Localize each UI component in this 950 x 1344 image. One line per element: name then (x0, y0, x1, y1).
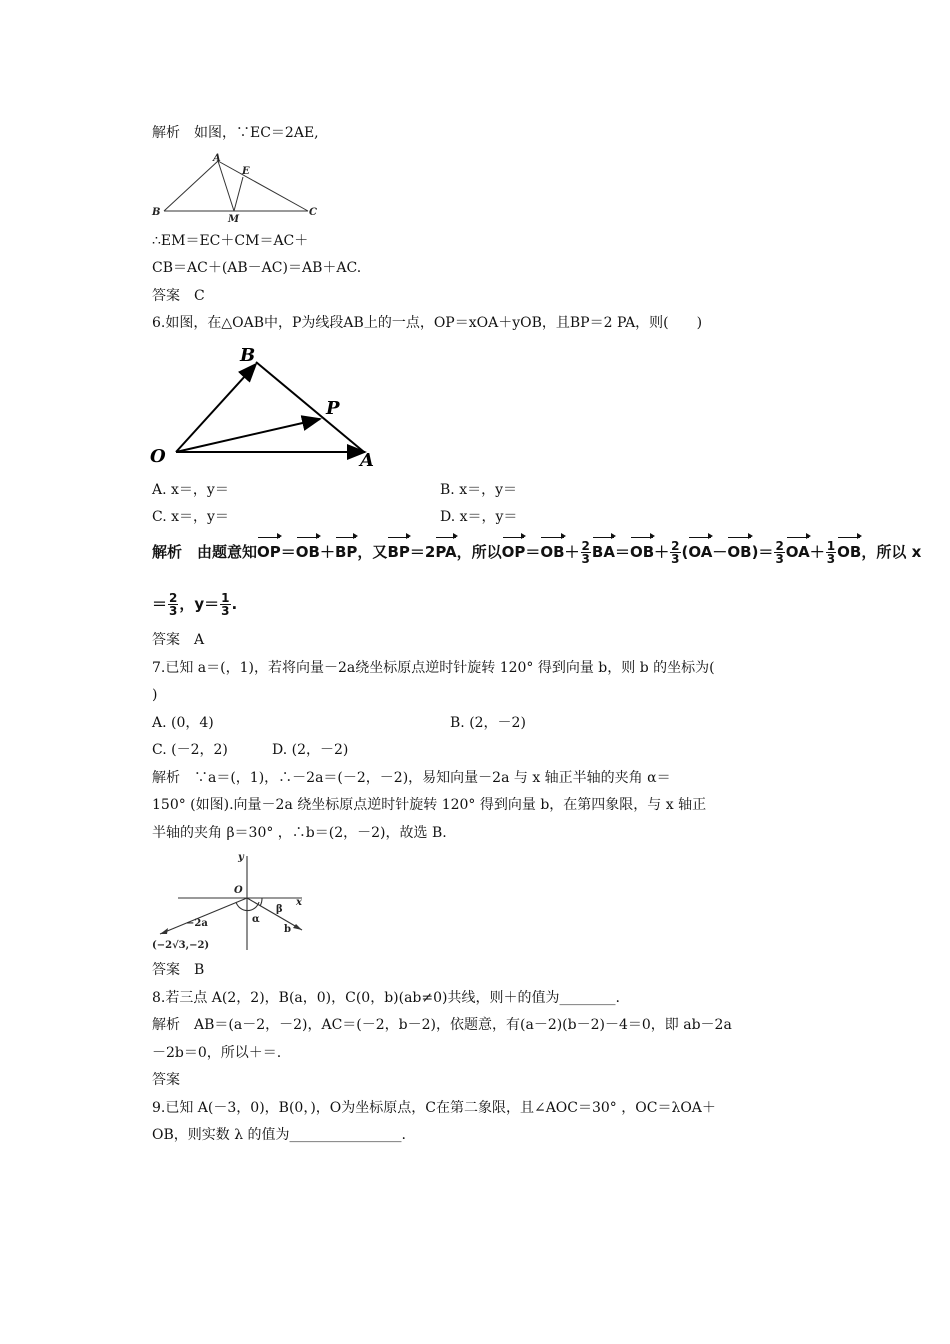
q5-label-a: A (213, 153, 221, 164)
q6-label-o: O (150, 446, 166, 467)
q8-analysis-line2: －2b＝0，所以＋＝. (152, 1045, 282, 1061)
q7-option-d: D. (2，－2) (272, 742, 349, 758)
q7-label-y: y (238, 852, 244, 863)
q7-option-c: C. (－2，2) (152, 742, 228, 758)
q5-label-b: B (152, 207, 161, 218)
q6-option-a: A. x＝，y＝ (152, 482, 229, 498)
q6-segment-ba (256, 362, 364, 452)
q7-analysis-line1: 解析 ∵a＝(，1)，∴－2a＝(－2，－2)，易知向量－2a 与 x 轴正半轴的夹角 α＝ (152, 770, 671, 786)
q7-analysis-line2: 150° (如图).向量－2a 绕坐标原点逆时针旋转 120° 得到向量 b，在第四象限，与 x 轴正 (152, 797, 707, 813)
q6-label-a: A (360, 450, 374, 471)
q6-option-c: C. x＝，y＝ (152, 509, 229, 525)
q6-option-b: B. x＝，y＝ (440, 482, 517, 498)
q5-label-m: M (228, 214, 240, 225)
q8-stem: 8.若三点 A(2，2)，B(a，0)，C(0，b)(ab≠0)共线，则＋的值为________. (152, 990, 620, 1006)
q7-axes-figure (150, 848, 310, 953)
q7-label-beta: β (276, 904, 283, 915)
q7-label-neg2a: −2a (186, 918, 208, 929)
q7-stem-line2: ) (152, 687, 158, 703)
q7-label-b: b (284, 924, 291, 935)
q6-option-d: D. x＝，y＝ (440, 509, 518, 525)
q7-answer: 答案 B (152, 962, 205, 978)
q7-option-a: A. (0，4) (152, 715, 214, 731)
q7-stem-line1: 7.已知 a＝(，1)，若将向量－2a绕坐标原点逆时针旋转 120° 得到向量 b，则 b 的坐标为( (152, 660, 715, 676)
q7-label-alpha: α (252, 914, 260, 925)
q7-label-x: x (296, 897, 302, 908)
q7-angle-beta-arc (260, 898, 262, 906)
q6-stem: 6.如图，在△OAB中，P为线段AB上的一点，OP＝xOA＋yOB，且BP＝2 PA，则( ) (152, 315, 703, 331)
q7-label-point: (−2√3,−2) (152, 940, 210, 951)
q5-label-c: C (309, 207, 317, 218)
q6-analysis-line2: ＝ $\frac{2}{3}$ ，y＝ $\frac{1}{3}$ . (152, 591, 238, 618)
q9-stem-line1: 9.已知 A(－3，0)，B(0，)，O为坐标原点，C在第二象限，且∠AOC＝30° ，OC＝λOA＋ (152, 1100, 716, 1116)
q6-answer: 答案 A (152, 632, 205, 648)
q8-analysis-line1: 解析 AB＝(a－2，－2)，AC＝(－2，b－2)，依题意，有(a－2)(b－2)－4＝0，即 ab－2a (152, 1017, 732, 1033)
q8-answer: 答案 (152, 1072, 180, 1088)
q5-answer: 答案 C (152, 288, 205, 304)
q6-label-p: P (326, 398, 340, 419)
q7-label-o: O (234, 885, 243, 896)
q6-triangle-figure (148, 340, 388, 472)
q6-label-b: B (240, 345, 256, 366)
q9-stem-line2: OB，则实数 λ 的值为________________. (152, 1127, 406, 1143)
q5-analysis-line: 解析 如图，∵EC＝2AE, (152, 125, 319, 141)
q5-segment-em (234, 177, 243, 211)
q7-analysis-line3: 半轴的夹角 β＝30° ，∴b＝(2，－2)，故选 B. (152, 825, 447, 841)
q7-option-b: B. (2，－2) (450, 715, 526, 731)
q5-triangle-figure (150, 150, 325, 225)
q5-analysis-line1: ∴EM＝EC＋CM＝AC＋ (152, 233, 309, 249)
q5-segment-ba (164, 161, 218, 211)
q5-label-e: E (242, 166, 250, 177)
q5-analysis-line2: CB＝AC＋(AB－AC)＝AB＋AC. (152, 260, 362, 276)
q6-vector-ob (176, 364, 256, 452)
q6-analysis-line1: 解析 由题意知OP＝OB＋BP，又BP＝2PA，所以OP＝OB＋ $\frac{2}{3}$ BA＝OB＋ $\frac{2}{3}$ (OA－OB)＝ $\frac{2}{3}$ OA＋ $\frac{1}{3}$ OB，所以 x (152, 539, 922, 566)
q6-vector-op (176, 419, 320, 452)
